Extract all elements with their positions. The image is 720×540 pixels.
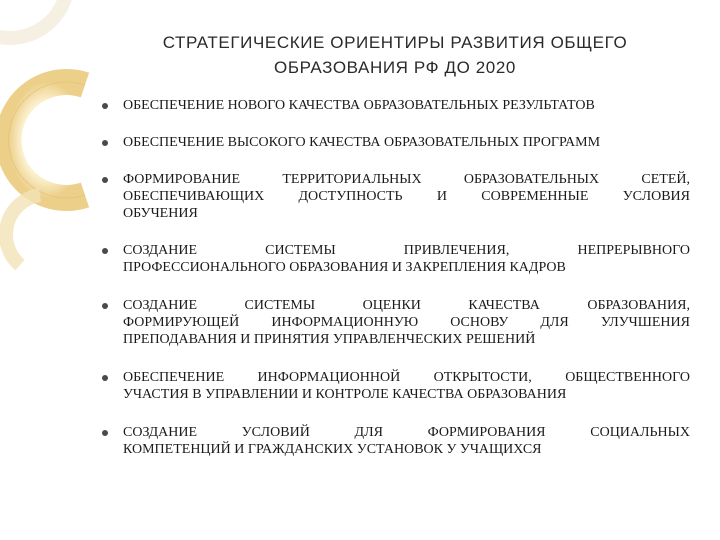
bullet-icon — [102, 177, 108, 183]
bullet-icon — [102, 430, 108, 436]
decorative-rings-graphic — [0, 0, 100, 540]
list-item-line: ФОРМИРОВАНИЕ ТЕРРИТОРИАЛЬНЫХ ОБРАЗОВАТЕЛЬНЫХ СЕТЕЙ, — [123, 172, 690, 187]
list-item-line: ОБЕСПЕЧЕНИЕ НОВОГО КАЧЕСТВА ОБРАЗОВАТЕЛЬНЫХ РЕЗУЛЬТАТОВ — [123, 98, 595, 113]
list-item — [100, 424, 690, 458]
list-item — [100, 171, 690, 222]
list-item-line: ПРЕПОДАВАНИЯ И ПРИНЯТИЯ УПРАВЛЕНЧЕСКИХ РЕШЕНИЙ — [123, 332, 536, 347]
list-item-line: СОЗДАНИЕ УСЛОВИЙ ДЛЯ ФОРМИРОВАНИЯ СОЦИАЛЬНЫХ — [123, 425, 690, 440]
faint-ring-top — [0, 0, 68, 38]
small-ring — [6, 195, 40, 265]
list-item — [100, 242, 690, 276]
title-line-1: СТРАТЕГИЧЕСКИЕ ОРИЕНТИРЫ РАЗВИТИЯ ОБЩЕГО — [162, 33, 628, 52]
list-item-line: ОБЕСПЕЧЕНИЕ ИНФОРМАЦИОННОЙ ОТКРЫТОСТИ, ОБЩЕСТВЕННОГО — [123, 370, 690, 385]
bullet-icon — [102, 140, 108, 146]
list-item-line: УЧАСТИЯ В УПРАВЛЕНИИ И КОНТРОЛЕ КАЧЕСТВА ОБРАЗОВАНИЯ — [123, 387, 567, 402]
list-item-line: ОБЕСПЕЧИВАЮЩИХ ДОСТУПНОСТЬ И СОВРЕМЕННЫЕ УСЛОВИЯ — [123, 189, 690, 204]
list-item — [100, 97, 690, 114]
large-c-ring — [9, 82, 85, 198]
list-item — [100, 297, 690, 348]
orientation-list — [100, 94, 690, 458]
slide-title — [95, 30, 695, 80]
list-item-line: ФОРМИРУЮЩЕЙ ИНФОРМАЦИОННУЮ ОСНОВУ ДЛЯ УЛУЧШЕНИЯ — [123, 315, 690, 330]
bullet-icon — [102, 303, 108, 309]
list-item-line: КОМПЕТЕНЦИЙ И ГРАЖДАНСКИХ УСТАНОВОК У УЧАЩИХСЯ — [123, 442, 542, 457]
bullet-icon — [102, 375, 108, 381]
title-line-2: ОБРАЗОВАНИЯ РФ ДО 2020 — [274, 58, 516, 77]
list-item — [100, 134, 690, 151]
bullet-icon — [102, 248, 108, 254]
list-item-line: ОБЕСПЕЧЕНИЕ ВЫСОКОГО КАЧЕСТВА ОБРАЗОВАТЕЛЬНЫХ ПРОГРАММ — [123, 135, 601, 150]
list-item-line: ПРОФЕССИОНАЛЬНОГО ОБРАЗОВАНИЯ И ЗАКРЕПЛЕНИЯ КАДРОВ — [123, 260, 566, 275]
bullet-icon — [102, 103, 108, 109]
list-item-line: СОЗДАНИЕ СИСТЕМЫ ОЦЕНКИ КАЧЕСТВА ОБРАЗОВАНИЯ, — [123, 298, 690, 313]
list-item — [100, 369, 690, 403]
list-item-line: ОБУЧЕНИЯ — [123, 206, 198, 221]
list-item-line: СОЗДАНИЕ СИСТЕМЫ ПРИВЛЕЧЕНИЯ, НЕПРЕРЫВНОГО — [123, 243, 690, 258]
